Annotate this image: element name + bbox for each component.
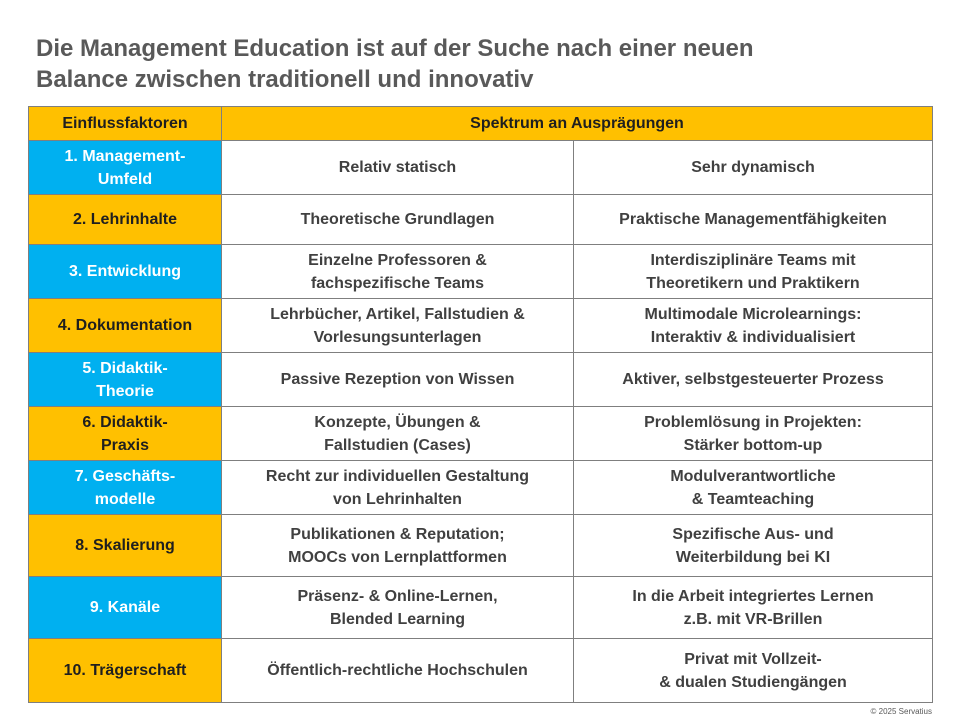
innovative-cell-line: Interaktiv & individualisiert (650, 328, 856, 346)
traditional-cell-line: Blended Learning (329, 610, 466, 628)
traditional-cell (222, 515, 574, 577)
factor-cell-line: 10. Trägerschaft (63, 662, 187, 679)
innovative-cell-line: Spezifische Aus- und (672, 525, 834, 543)
factor-cell-line: 2. Lehrinhalte (72, 211, 178, 228)
innovative-cell-line: Weiterbildung bei KI (675, 548, 831, 566)
header-einflussfaktoren: Einflussfaktoren (29, 107, 222, 141)
traditional-cell-line: Recht zur individuellen Gestaltung (265, 467, 530, 485)
table-row (29, 141, 933, 195)
traditional-cell-line: Publikationen & Reputation; (290, 525, 505, 543)
traditional-cell-line: Öffentlich-rechtliche Hochschulen (267, 662, 528, 679)
innovative-cell-line: Theoretikern und Praktikern (646, 274, 860, 292)
traditional-cell-line: fachspezifische Teams (310, 274, 485, 292)
traditional-cell (222, 461, 574, 515)
factor-cell (29, 461, 222, 515)
innovative-cell-line: Modulverantwortliche (670, 467, 836, 485)
factor-cell (29, 299, 222, 353)
factor-cell-line: 5. Didaktik- (82, 359, 168, 377)
factor-cell (29, 407, 222, 461)
table-header-row (29, 107, 933, 141)
table-row (29, 407, 933, 461)
innovative-cell (574, 639, 933, 703)
factor-cell (29, 245, 222, 299)
traditional-cell (222, 577, 574, 639)
innovative-cell-line: z.B. mit VR-Brillen (683, 610, 823, 628)
factor-cell-line: 8. Skalierung (75, 537, 175, 554)
innovative-cell-line: Multimodale Microlearnings: (644, 305, 862, 323)
innovative-cell (574, 141, 933, 195)
table-row (29, 515, 933, 577)
traditional-cell-line: Fallstudien (Cases) (324, 436, 471, 454)
innovative-cell (574, 515, 933, 577)
innovative-cell (574, 353, 933, 407)
traditional-cell-line: Lehrbücher, Artikel, Fallstudien & (270, 305, 525, 323)
copyright-footer: © 2025 Servatius (870, 707, 932, 716)
factor-cell-line: Praxis (100, 436, 150, 454)
innovative-cell-line: Problemlösung in Projekten: (644, 413, 862, 431)
table-body (29, 141, 933, 703)
slide-title (36, 33, 936, 95)
traditional-cell-line: Vorlesungsunterlagen (313, 328, 482, 346)
table-row (29, 577, 933, 639)
innovative-cell-line: Aktiver, selbstgesteuerter Prozess (622, 371, 884, 388)
factor-cell-line: Theorie (96, 382, 154, 400)
factor-cell-line: 3. Entwicklung (68, 263, 181, 280)
slide-title-line-2: Balance zwischen traditionell und innovativ (36, 66, 534, 93)
innovative-cell (574, 299, 933, 353)
innovative-cell-line: & Teamteaching (691, 490, 815, 508)
factor-cell (29, 639, 222, 703)
innovative-cell-line: Stärker bottom-up (683, 436, 823, 454)
factor-cell-line: modelle (94, 490, 156, 508)
innovative-cell (574, 407, 933, 461)
traditional-cell-line: Relativ statisch (338, 159, 457, 176)
header-spektrum: Spektrum an Ausprägungen (222, 107, 933, 141)
factor-spectrum-table (28, 106, 933, 703)
innovative-cell-line: Praktische Managementfähigkeiten (619, 211, 887, 228)
traditional-cell (222, 141, 574, 195)
factor-cell (29, 353, 222, 407)
innovative-cell-line: In die Arbeit integriertes Lernen (632, 587, 874, 605)
traditional-cell (222, 353, 574, 407)
factor-cell-line: 6. Didaktik- (82, 413, 168, 431)
traditional-cell-line: Theoretische Grundlagen (300, 211, 495, 228)
traditional-cell-line: Präsenz- & Online-Lernen, (297, 587, 498, 605)
innovative-cell (574, 577, 933, 639)
innovative-cell-line: Sehr dynamisch (691, 159, 815, 176)
innovative-cell-line: & dualen Studiengängen (659, 673, 847, 691)
factor-cell (29, 577, 222, 639)
slide-title-line-1: Die Management Education ist auf der Suche nach einer neuen (36, 35, 754, 62)
traditional-cell (222, 639, 574, 703)
traditional-cell (222, 245, 574, 299)
traditional-cell-line: von Lehrinhalten (333, 490, 462, 508)
factor-cell-line: 7. Geschäfts- (74, 467, 176, 485)
innovative-cell-line: Interdisziplinäre Teams mit (650, 251, 856, 269)
factor-cell-line: 4. Dokumentation (57, 317, 193, 334)
innovative-cell (574, 461, 933, 515)
table-row (29, 195, 933, 245)
innovative-cell (574, 245, 933, 299)
innovative-cell (574, 195, 933, 245)
table-row (29, 299, 933, 353)
factor-cell-line: 1. Management- (64, 147, 186, 165)
traditional-cell-line: MOOCs von Lernplattformen (288, 548, 507, 566)
table-row (29, 461, 933, 515)
factor-cell-line: Umfeld (97, 170, 153, 188)
traditional-cell (222, 407, 574, 461)
factor-cell (29, 515, 222, 577)
factor-cell-line: 9. Kanäle (89, 599, 161, 616)
table-row (29, 245, 933, 299)
table-row (29, 353, 933, 407)
traditional-cell-line: Einzelne Professoren & (308, 251, 487, 269)
innovative-cell-line: Privat mit Vollzeit- (684, 650, 822, 668)
table-row (29, 639, 933, 703)
factor-cell (29, 195, 222, 245)
traditional-cell-line: Konzepte, Übungen & (314, 413, 481, 431)
traditional-cell (222, 195, 574, 245)
traditional-cell (222, 299, 574, 353)
traditional-cell-line: Passive Rezeption von Wissen (280, 371, 515, 388)
factor-cell (29, 141, 222, 195)
